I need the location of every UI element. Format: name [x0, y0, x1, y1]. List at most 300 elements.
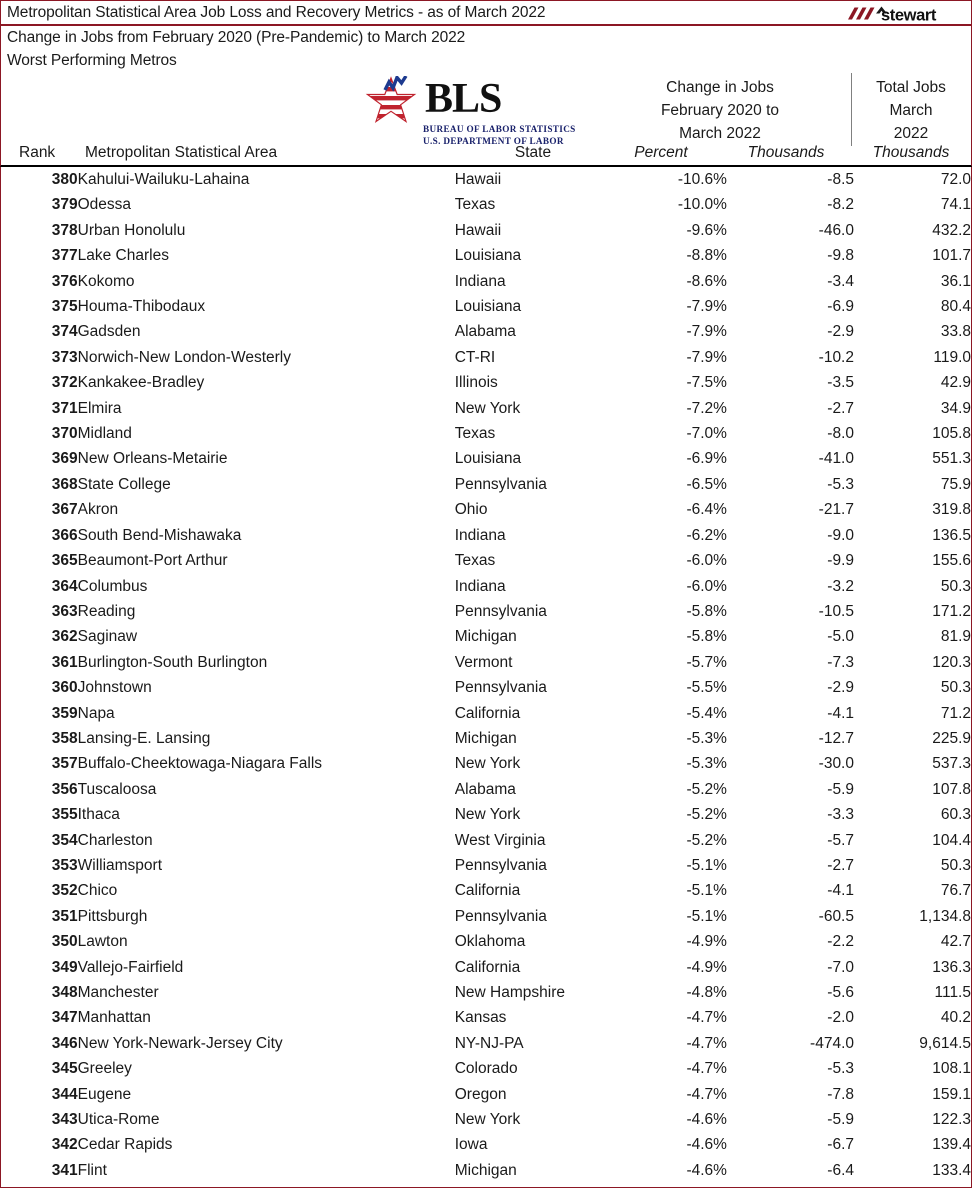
cell-total: 159.1 [932, 1085, 971, 1103]
cell-percent: -5.5% [686, 679, 727, 697]
cell-msa: Lansing-E. Lansing [77, 729, 211, 747]
cell-msa: Akron [77, 501, 119, 519]
cell-rank: 355 [51, 806, 78, 824]
table-row [1, 929, 971, 954]
cell-state: Pennsylvania [454, 907, 547, 925]
group-header-change-in-jobs [591, 76, 849, 145]
cell-total: 50.3 [940, 679, 971, 697]
group-total-line-2: March [889, 102, 933, 119]
cell-thousands: -9.8 [827, 247, 854, 265]
cell-total: 122.3 [932, 1111, 971, 1129]
cell-state: California [454, 958, 521, 976]
cell-percent: -5.2% [686, 806, 727, 824]
table-row [1, 472, 971, 497]
group-total-line-1: Total Jobs [876, 79, 946, 96]
cell-msa: Manchester [77, 984, 159, 1001]
cell-state: Texas [454, 196, 496, 214]
cell-percent: -5.2% [686, 831, 727, 849]
cell-msa: Kokomo [77, 272, 135, 290]
stewart-logo [846, 4, 966, 23]
table-row [1, 802, 971, 827]
cell-thousands: -5.3 [827, 475, 854, 493]
cell-percent: -4.8% [686, 984, 727, 1001]
title-bar [0, 0, 972, 26]
cell-msa: Kankakee-Bradley [77, 374, 205, 392]
table-row [1, 497, 971, 522]
cell-percent: -8.8% [686, 247, 727, 265]
cell-state: Alabama [454, 323, 516, 341]
cell-rank: 345 [51, 1060, 78, 1078]
cell-percent: -5.8% [686, 628, 727, 646]
cell-rank: 344 [51, 1085, 78, 1103]
cell-thousands: -8.5 [827, 171, 854, 188]
cell-percent: -10.0% [677, 196, 727, 214]
cell-thousands: -9.9 [827, 552, 854, 570]
cell-rank: 347 [51, 1009, 78, 1027]
cell-rank: 365 [51, 552, 78, 570]
table-row [1, 370, 971, 395]
cell-msa: Columbus [77, 577, 148, 595]
cell-thousands: -2.9 [827, 679, 854, 697]
cell-msa: Flint [77, 1161, 107, 1179]
table-row [1, 751, 971, 776]
cell-msa: Eugene [77, 1085, 132, 1103]
cell-msa: Williamsport [77, 856, 163, 874]
cell-total: 34.9 [940, 399, 971, 417]
cell-total: 50.3 [940, 856, 971, 874]
table-row [1, 1082, 971, 1107]
table-row [1, 523, 971, 548]
stewart-logo-mark [846, 4, 966, 23]
column-header-row [0, 141, 972, 167]
table-row [1, 421, 971, 446]
cell-rank: 372 [51, 374, 78, 392]
svg-text:stewart: stewart [881, 6, 936, 23]
cell-state: Pennsylvania [454, 856, 547, 874]
cell-total: 119.0 [933, 348, 971, 366]
table-row [1, 650, 971, 675]
cell-state: NY-NJ-PA [454, 1034, 524, 1052]
cell-thousands: -2.0 [827, 1009, 854, 1027]
cell-thousands: -6.4 [827, 1161, 854, 1179]
cell-rank: 350 [51, 933, 78, 951]
cell-msa: Saginaw [77, 628, 138, 646]
table-row [1, 1005, 971, 1030]
table-row [1, 904, 971, 929]
cell-rank: 351 [51, 907, 78, 925]
column-header-thousands: Thousands [747, 144, 825, 161]
cell-msa: Reading [77, 602, 136, 620]
cell-total: 139.4 [932, 1136, 971, 1154]
cell-total: 155.6 [932, 552, 971, 570]
cell-rank: 367 [51, 501, 78, 519]
cell-total: 42.7 [940, 933, 971, 951]
cell-percent: -5.4% [686, 704, 727, 722]
cell-total: 60.3 [940, 806, 971, 824]
bls-subtitle-2: U.S. DEPARTMENT OF LABOR [423, 136, 564, 146]
cell-total: 133.4 [932, 1161, 971, 1179]
cell-total: 74.1 [940, 196, 971, 214]
cell-rank: 354 [51, 831, 78, 849]
cell-percent: -10.6% [677, 171, 727, 188]
cell-thousands: -10.2 [818, 348, 854, 366]
cell-msa: Beaumont-Port Arthur [77, 552, 228, 570]
table-row [1, 955, 971, 980]
cell-state: Texas [454, 425, 496, 443]
cell-state: West Virginia [454, 831, 546, 849]
cell-thousands: -5.7 [827, 831, 854, 849]
cell-percent: -7.5% [686, 374, 727, 392]
cell-msa: Odessa [77, 196, 132, 214]
cell-state: New York [454, 1111, 521, 1129]
table-row [1, 624, 971, 649]
cell-thousands: -12.7 [818, 729, 854, 747]
cell-state: Ohio [454, 501, 488, 519]
group-change-line-3: March 2022 [679, 125, 761, 142]
cell-total: 136.5 [932, 526, 971, 544]
cell-msa: Midland [77, 425, 132, 443]
cell-thousands: -5.9 [827, 780, 854, 798]
cell-rank: 352 [51, 882, 78, 900]
cell-percent: -8.6% [686, 272, 727, 290]
cell-percent: -4.7% [686, 1034, 727, 1052]
cell-thousands: -8.2 [827, 196, 854, 214]
cell-rank: 360 [51, 679, 78, 697]
cell-thousands: -7.3 [827, 653, 854, 671]
cell-total: 136.3 [932, 958, 971, 976]
cell-total: 551.3 [932, 450, 971, 468]
cell-msa: Lake Charles [77, 247, 169, 265]
cell-percent: -5.1% [686, 856, 727, 874]
cell-thousands: -7.8 [827, 1085, 854, 1103]
cell-total: 71.2 [940, 704, 971, 722]
cell-thousands: -2.7 [827, 856, 854, 874]
cell-state: Louisiana [454, 247, 522, 265]
cell-rank: 356 [51, 780, 78, 798]
cell-thousands: -4.1 [827, 882, 854, 900]
cell-thousands: -5.3 [827, 1060, 854, 1078]
cell-msa: Chico [77, 882, 118, 900]
table-row [1, 1031, 971, 1056]
cell-thousands: -8.0 [827, 425, 854, 443]
cell-msa: South Bend-Mishawaka [77, 526, 242, 544]
cell-msa: Pittsburgh [77, 907, 148, 925]
cell-percent: -6.0% [686, 552, 727, 570]
cell-thousands: -21.7 [818, 501, 854, 519]
cell-percent: -6.2% [686, 526, 727, 544]
cell-percent: -9.6% [686, 221, 727, 239]
cell-state: Louisiana [454, 450, 522, 468]
cell-msa: Tuscaloosa [77, 780, 157, 798]
cell-msa: Cedar Rapids [77, 1136, 173, 1154]
table-row [1, 294, 971, 319]
cell-state: Indiana [454, 577, 506, 595]
cell-msa: Elmira [77, 399, 122, 417]
cell-thousands: -4.1 [827, 704, 854, 722]
table-row [1, 599, 971, 624]
page-title: Metropolitan Statistical Area Job Loss and Recovery Metrics - as of March 2022 [7, 3, 546, 21]
cell-thousands: -3.3 [827, 806, 854, 824]
cell-state: Hawaii [454, 221, 502, 239]
cell-msa: Houma-Thibodaux [77, 298, 206, 316]
column-header-state: State [514, 144, 552, 161]
cell-rank: 369 [51, 450, 78, 468]
cell-rank: 371 [51, 399, 78, 417]
cell-thousands: -9.0 [827, 526, 854, 544]
cell-thousands: -30.0 [818, 755, 854, 773]
cell-thousands: -2.2 [827, 933, 854, 951]
cell-msa: New York-Newark-Jersey City [77, 1034, 283, 1052]
table-row [1, 1107, 971, 1132]
table-row [1, 396, 971, 421]
cell-total: 81.9 [940, 628, 971, 646]
table-row [1, 548, 971, 573]
table-row [1, 1056, 971, 1081]
cell-state: CT-RI [454, 348, 496, 366]
cell-msa: Napa [77, 704, 115, 722]
cell-state: Oklahoma [454, 933, 526, 951]
cell-rank: 343 [51, 1111, 78, 1129]
cell-rank: 358 [51, 729, 78, 747]
table-row [1, 777, 971, 802]
cell-state: Pennsylvania [454, 679, 547, 697]
cell-total: 107.8 [932, 780, 971, 798]
group-total-line-3: 2022 [893, 125, 929, 142]
cell-total: 72.0 [940, 171, 971, 188]
cell-msa: Ithaca [77, 806, 120, 824]
cell-thousands: -41.0 [818, 450, 854, 468]
cell-percent: -6.9% [686, 450, 727, 468]
group-header-total-jobs [853, 76, 969, 145]
cell-msa: Buffalo-Cheektowaga-Niagara Falls [77, 755, 323, 773]
cell-rank: 380 [51, 171, 78, 188]
cell-thousands: -2.7 [827, 399, 854, 417]
cell-rank: 353 [51, 856, 78, 874]
cell-state: Hawaii [454, 171, 502, 188]
cell-rank: 359 [51, 704, 78, 722]
cell-rank: 362 [51, 628, 78, 646]
bls-wordmark: BLS [425, 76, 502, 122]
cell-total: 75.9 [940, 475, 971, 493]
cell-state: Texas [454, 552, 496, 570]
cell-msa: State College [77, 475, 171, 493]
cell-thousands: -2.9 [827, 323, 854, 341]
cell-rank: 375 [51, 298, 78, 316]
cell-state: Michigan [454, 729, 517, 747]
cell-msa: Lawton [77, 933, 128, 951]
cell-percent: -4.7% [686, 1009, 727, 1027]
cell-percent: -5.8% [686, 602, 727, 620]
cell-total: 319.8 [932, 501, 971, 519]
cell-total: 80.4 [940, 298, 971, 316]
subtitle-line-2: Worst Performing Metros [7, 52, 177, 69]
cell-percent: -7.2% [686, 399, 727, 417]
cell-total: 225.9 [932, 729, 971, 747]
cell-thousands: -6.7 [827, 1136, 854, 1154]
cell-state: Iowa [454, 1136, 488, 1154]
cell-percent: -5.2% [686, 780, 727, 798]
cell-msa: Greeley [77, 1060, 132, 1078]
cell-rank: 342 [51, 1136, 78, 1154]
cell-thousands: -3.4 [827, 272, 854, 290]
cell-msa: Kahului-Wailuku-Lahaina [77, 171, 250, 188]
cell-state: Vermont [454, 653, 513, 671]
cell-total: 105.8 [932, 425, 971, 443]
cell-thousands: -3.2 [827, 577, 854, 595]
cell-total: 1,134.8 [919, 907, 971, 925]
cell-rank: 377 [51, 247, 78, 265]
cell-rank: 378 [51, 221, 78, 239]
cell-state: New York [454, 806, 521, 824]
table-row [1, 218, 971, 243]
data-table-container [0, 167, 972, 1188]
cell-state: Pennsylvania [454, 475, 547, 493]
cell-total: 42.9 [940, 374, 971, 392]
cell-rank: 374 [51, 323, 78, 341]
cell-state: Louisiana [454, 298, 522, 316]
cell-percent: -6.0% [686, 577, 727, 595]
cell-state: Oregon [454, 1085, 507, 1103]
cell-total: 104.4 [932, 831, 971, 849]
cell-total: 36.1 [940, 272, 971, 290]
cell-state: Indiana [454, 526, 506, 544]
cell-thousands: -60.5 [818, 907, 854, 925]
cell-rank: 361 [51, 653, 78, 671]
group-header-divider [851, 73, 852, 146]
cell-percent: -5.3% [686, 755, 727, 773]
cell-state: Indiana [454, 272, 506, 290]
column-header-msa: Metropolitan Statistical Area [85, 144, 278, 161]
cell-rank: 346 [51, 1034, 78, 1052]
cell-rank: 349 [51, 958, 78, 976]
table-row [1, 853, 971, 878]
cell-percent: -7.0% [686, 425, 727, 443]
table-row [1, 446, 971, 471]
cell-thousands: -10.5 [818, 602, 854, 620]
cell-msa: Utica-Rome [77, 1111, 160, 1129]
cell-total: 50.3 [940, 577, 971, 595]
cell-msa: Johnstown [77, 679, 152, 697]
cell-rank: 348 [51, 984, 78, 1001]
cell-percent: -5.1% [686, 882, 727, 900]
table-row [1, 675, 971, 700]
cell-rank: 364 [51, 577, 78, 595]
cell-state: Michigan [454, 628, 517, 646]
table-row [1, 319, 971, 344]
bls-subtitle-1: BUREAU OF LABOR STATISTICS [423, 124, 576, 134]
cell-percent: -5.1% [686, 907, 727, 925]
cell-thousands: -5.9 [827, 1111, 854, 1129]
cell-msa: Gadsden [77, 323, 141, 341]
cell-percent: -6.5% [686, 475, 727, 493]
table-row [1, 345, 971, 370]
cell-total: 108.1 [932, 1060, 971, 1078]
cell-thousands: -7.0 [827, 958, 854, 976]
cell-state: California [454, 882, 521, 900]
cell-total: 76.7 [940, 882, 971, 900]
cell-thousands: -474.0 [810, 1034, 854, 1052]
cell-thousands: -5.0 [827, 628, 854, 646]
subheader-block [0, 26, 972, 146]
cell-percent: -4.9% [686, 958, 727, 976]
metro-data-table [1, 167, 971, 1183]
cell-percent: -4.7% [686, 1085, 727, 1103]
table-row [1, 980, 971, 1005]
cell-total: 33.8 [940, 323, 971, 341]
cell-msa: Charleston [77, 831, 153, 849]
column-header-percent: Percent [634, 144, 688, 161]
cell-thousands: -5.6 [827, 984, 854, 1001]
group-change-line-2: February 2020 to [660, 102, 780, 119]
cell-rank: 379 [51, 196, 78, 214]
cell-total: 101.7 [932, 247, 971, 265]
cell-percent: -4.9% [686, 933, 727, 951]
table-row [1, 1158, 971, 1183]
cell-msa: Burlington-South Burlington [77, 653, 268, 671]
cell-state: Kansas [454, 1009, 507, 1027]
cell-rank: 373 [51, 348, 78, 366]
cell-thousands: -46.0 [818, 221, 854, 239]
column-header-total-thousands: Thousands [872, 144, 950, 161]
cell-state: Michigan [454, 1161, 517, 1179]
table-row [1, 167, 971, 192]
cell-total: 432.2 [932, 221, 971, 239]
cell-msa: Manhattan [77, 1009, 151, 1027]
table-row [1, 243, 971, 268]
cell-rank: 366 [51, 526, 78, 544]
cell-msa: Norwich-New London-Westerly [77, 348, 291, 366]
cell-state: New York [454, 399, 521, 417]
cell-percent: -7.9% [686, 323, 727, 341]
cell-state: New Hampshire [454, 984, 565, 1001]
cell-percent: -5.7% [686, 653, 727, 671]
cell-total: 111.5 [934, 984, 971, 1001]
cell-state: New York [454, 755, 521, 773]
table-row [1, 269, 971, 294]
table-row [1, 574, 971, 599]
group-change-line-1: Change in Jobs [666, 79, 774, 96]
cell-percent: -4.6% [686, 1111, 727, 1129]
cell-percent: -4.7% [686, 1060, 727, 1078]
cell-state: Pennsylvania [454, 602, 547, 620]
cell-state: Colorado [454, 1060, 518, 1078]
cell-total: 9,614.5 [919, 1034, 971, 1052]
cell-rank: 357 [51, 755, 78, 773]
cell-thousands: -3.5 [827, 374, 854, 392]
table-body [1, 167, 971, 1183]
cell-thousands: -6.9 [827, 298, 854, 316]
cell-msa: Vallejo-Fairfield [77, 958, 184, 976]
table-row [1, 701, 971, 726]
cell-percent: -7.9% [686, 348, 727, 366]
cell-total: 40.2 [940, 1009, 971, 1027]
cell-state: Illinois [454, 374, 498, 392]
cell-state: California [454, 704, 521, 722]
cell-percent: -6.4% [686, 501, 727, 519]
cell-msa: New Orleans-Metairie [77, 450, 228, 468]
cell-total: 120.3 [932, 653, 971, 671]
cell-rank: 376 [51, 272, 78, 290]
cell-percent: -5.3% [686, 729, 727, 747]
cell-rank: 370 [51, 425, 78, 443]
table-row [1, 726, 971, 751]
column-header-rank: Rank [19, 144, 56, 161]
table-row [1, 878, 971, 903]
table-row [1, 192, 971, 217]
table-row [1, 828, 971, 853]
cell-msa: Urban Honolulu [77, 221, 186, 239]
cell-percent: -7.9% [686, 298, 727, 316]
